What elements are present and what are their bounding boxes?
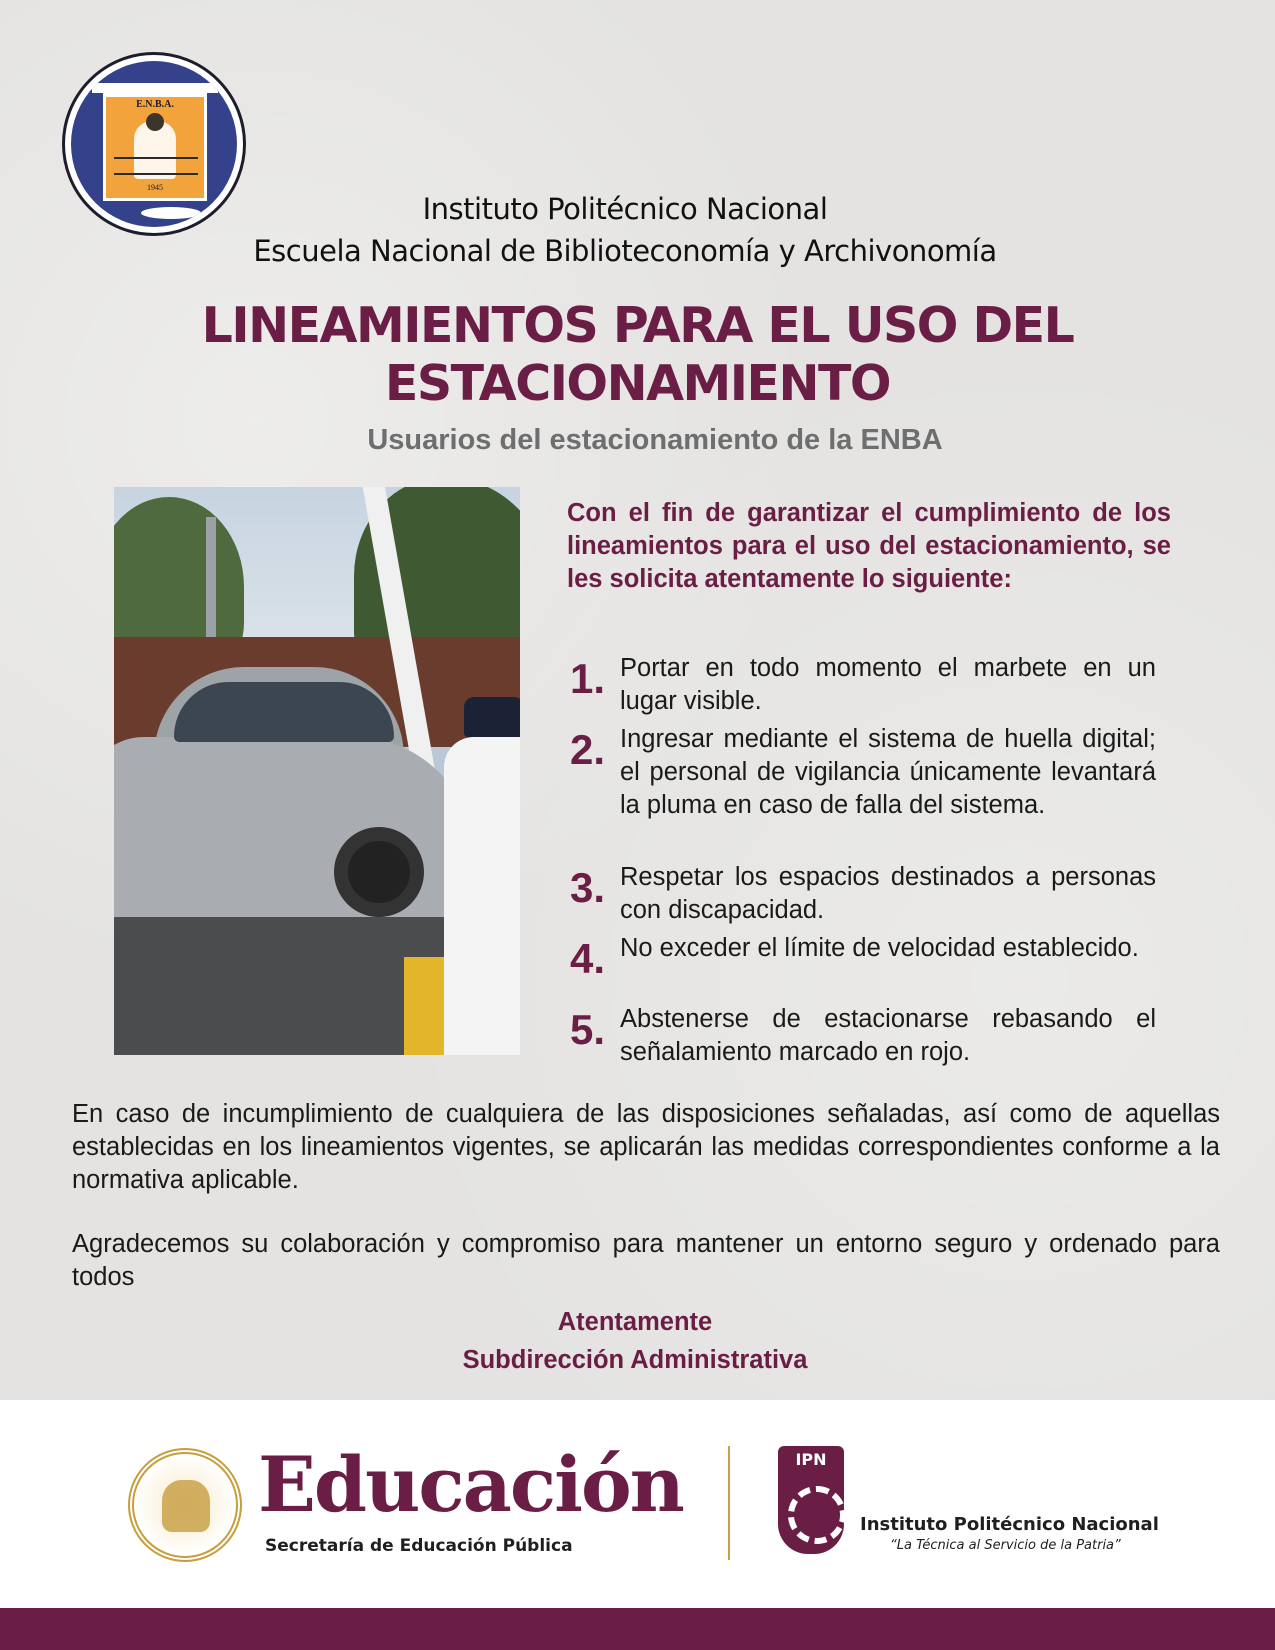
parking-gate-photo bbox=[114, 487, 520, 1055]
list-item-text: Abstenerse de estacionarse rebasando el señalamiento marcado en rojo. bbox=[620, 1005, 1156, 1066]
school-name: Escuela Nacional de Biblioteconomía y Archivonomía bbox=[253, 234, 997, 268]
list-item-text: Ingresar mediante el sistema de huella digital; el personal de vigilancia únicamente levantará la pluma en caso de falla del sistema. bbox=[620, 725, 1156, 819]
footer-divider bbox=[728, 1446, 730, 1560]
list-item-number: 4. bbox=[570, 935, 606, 982]
ipn-logo-letters: IPN bbox=[795, 1450, 827, 1469]
list-item-number: 5. bbox=[570, 1006, 606, 1053]
page-subtitle: Usuarios del estacionamiento de la ENBA bbox=[367, 424, 943, 456]
enba-logo-text: E.N.B.A. bbox=[136, 99, 174, 110]
list-item-number: 2. bbox=[570, 726, 606, 773]
mexico-seal-icon bbox=[128, 1448, 242, 1562]
ipn-logo-icon bbox=[778, 1446, 844, 1554]
photo-car-wheel bbox=[334, 827, 424, 917]
bottom-color-bar bbox=[0, 1608, 1275, 1650]
enba-logo-year: 1945 bbox=[147, 183, 163, 192]
signature-closing: Atentamente bbox=[557, 1308, 713, 1336]
list-item-text: Portar en todo momento el marbete en un lugar visible. bbox=[620, 654, 1156, 715]
sep-name: Secretaría de Educación Pública bbox=[265, 1536, 573, 1556]
photo-guard bbox=[444, 737, 520, 1055]
ipn-name: Instituto Politécnico Nacional bbox=[860, 1514, 1159, 1535]
list-item-text: Respetar los espacios destinados a personas con discapacidad. bbox=[620, 863, 1156, 924]
photo-guard-cap bbox=[464, 697, 520, 737]
institution-name: Instituto Politécnico Nacional bbox=[422, 192, 828, 226]
list-item-number: 1. bbox=[570, 655, 606, 702]
page-title-line2: ESTACIONAMIENTO bbox=[384, 355, 891, 412]
list-item-text: No exceder el límite de velocidad establecido. bbox=[620, 934, 1139, 962]
eagle-icon bbox=[162, 1480, 210, 1532]
list-item-number: 3. bbox=[570, 864, 606, 911]
educacion-wordmark: Educación bbox=[258, 1440, 683, 1529]
symbols-band-icon bbox=[114, 157, 198, 175]
photo-car-window bbox=[174, 682, 394, 742]
intro-text: Con el fin de garantizar el cumplimiento de los lineamientos para el uso del estacionamiento, se les solicita atentamente lo siguiente: bbox=[567, 499, 1171, 593]
thanks-paragraph: Agradecemos su colaboración y compromiso para mantener un entorno seguro y ordenado para todos bbox=[72, 1230, 1220, 1291]
noncompliance-paragraph: En caso de incumplimiento de cualquiera de las disposiciones señaladas, así como de aquellas establecidas en los lineamientos vigentes, se aplicarán las medidas correspondientes conforme a la normativa aplicable. bbox=[72, 1100, 1220, 1194]
page-title-line1: LINEAMIENTOS PARA EL USO DEL bbox=[201, 297, 1074, 354]
ipn-motto: “La Técnica al Servicio de la Patria” bbox=[890, 1538, 1121, 1553]
footer-logos bbox=[0, 1400, 1275, 1608]
signature-office: Subdirección Administrativa bbox=[462, 1346, 808, 1374]
portico-icon bbox=[103, 89, 207, 201]
